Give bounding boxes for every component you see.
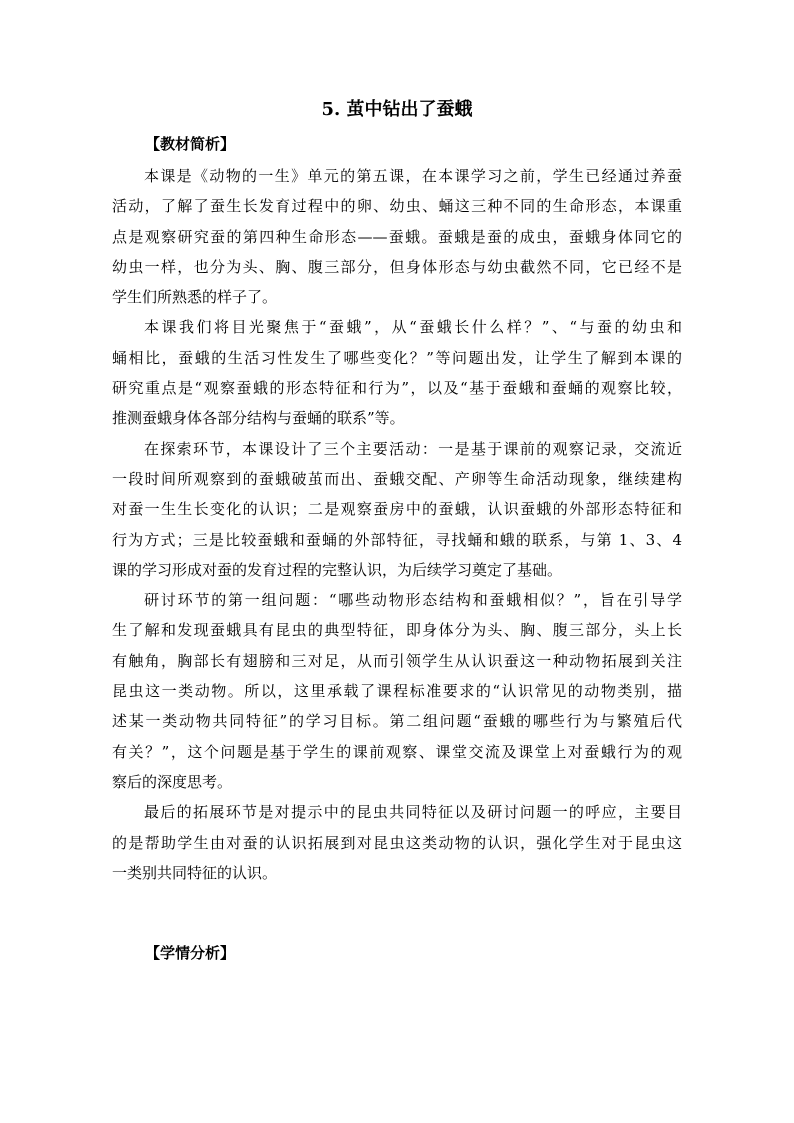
paragraph-line: 在探索环节，本课设计了三个主要活动：一是基于课前的观察记录，交流近 — [144, 439, 682, 458]
paragraph-line: 昆虫这一类动物。所以，这里承载了课程标准要求的“认识常见的动物类别，描 — [112, 682, 682, 701]
section-body-textbook-analysis — [112, 161, 682, 888]
paragraph-line: 对蚕一生生长变化的认识；二是观察蚕房中的蚕蛾，认识蚕蛾的外部形态特征和 — [112, 500, 682, 519]
paragraph-line: 有触角，胸部长有翅膀和三对足，从而引领学生从认识蚕这一种动物拓展到关注 — [112, 651, 682, 670]
paragraph-line: 生了解和发现蚕蛾具有昆虫的典型特征，即身体分为头、胸、腹三部分，头上长 — [112, 621, 682, 640]
paragraph-line: 蛹相比，蚕蛾的生活习性发生了哪些变化？”等问题出发，让学生了解到本课的 — [112, 348, 682, 367]
section-heading-textbook-analysis: 【教材简析】 — [145, 135, 236, 153]
paragraph-line: 本课是《动物的一生》单元的第五课，在本课学习之前，学生已经通过养蚕 — [144, 167, 682, 185]
paragraph-line: 最后的拓展环节是对提示中的昆虫共同特征以及研讨问题一的呼应，主要目 — [144, 803, 682, 822]
paragraph-line: 幼虫一样，也分为头、胸、腹三部分，但身体形态与幼虫截然不同，它已经不是 — [112, 257, 682, 276]
paragraph-line: 推测蚕蛾身体各部分结构与蚕蛹的联系”等。 — [112, 409, 405, 428]
paragraph-line: 行为方式；三是比较蚕蛾和蚕蛹的外部特征，寻找蛹和蛾的联系，与第 1、3、4 — [112, 530, 682, 549]
paragraph-line: 一类别共同特征的认识。 — [112, 863, 278, 882]
paragraph-line: 的是帮助学生由对蚕的认识拓展到对昆虫这类动物的认识，强化学生对于昆虫这 — [112, 833, 682, 852]
paragraph-line: 点是观察研究蚕的第四种生命形态——蚕蛾。蚕蛾是蚕的成虫，蚕蛾身体同它的 — [112, 227, 682, 246]
paragraph-line: 有关？”，这个问题是基于学生的课前观察、课堂交流及课堂上对蚕蛾行为的观 — [112, 742, 682, 761]
paragraph-line: 研究重点是“观察蚕蛾的形态特征和行为”，以及“基于蚕蛾和蚕蛹的观察比较， — [112, 379, 682, 398]
paragraph-line: 察后的深度思考。 — [112, 772, 233, 791]
paragraph-line: 一段时间所观察到的蚕蛾破茧而出、蚕蛾交配、产卵等生命活动现象，继续建构 — [112, 469, 682, 488]
paragraph-line: 研讨环节的第一组问题：“哪些动物形态结构和蚕蛾相似？”，旨在引导学 — [144, 591, 682, 610]
paragraph-line: 课的学习形成对蚕的发育过程的完整认识，为后续学习奠定了基础。 — [112, 560, 563, 579]
paragraph-line: 活动，了解了蚕生长发育过程中的卵、幼虫、蛹这三种不同的生命形态，本课重 — [112, 197, 682, 216]
document-title: 5. 茧中钻出了蚕蛾 — [321, 99, 473, 120]
paragraph-line: 本课我们将目光聚焦于“蚕蛾”，从“蚕蛾长什么样？”、“与蚕的幼虫和 — [144, 318, 682, 337]
paragraph-line: 述某一类动物共同特征”的学习目标。第二组问题“蚕蛾的哪些行为与繁殖后代 — [112, 712, 682, 731]
section-heading-learner-analysis: 【学情分析】 — [145, 944, 236, 962]
paragraph-line: 学生们所熟悉的样子了。 — [112, 288, 278, 307]
